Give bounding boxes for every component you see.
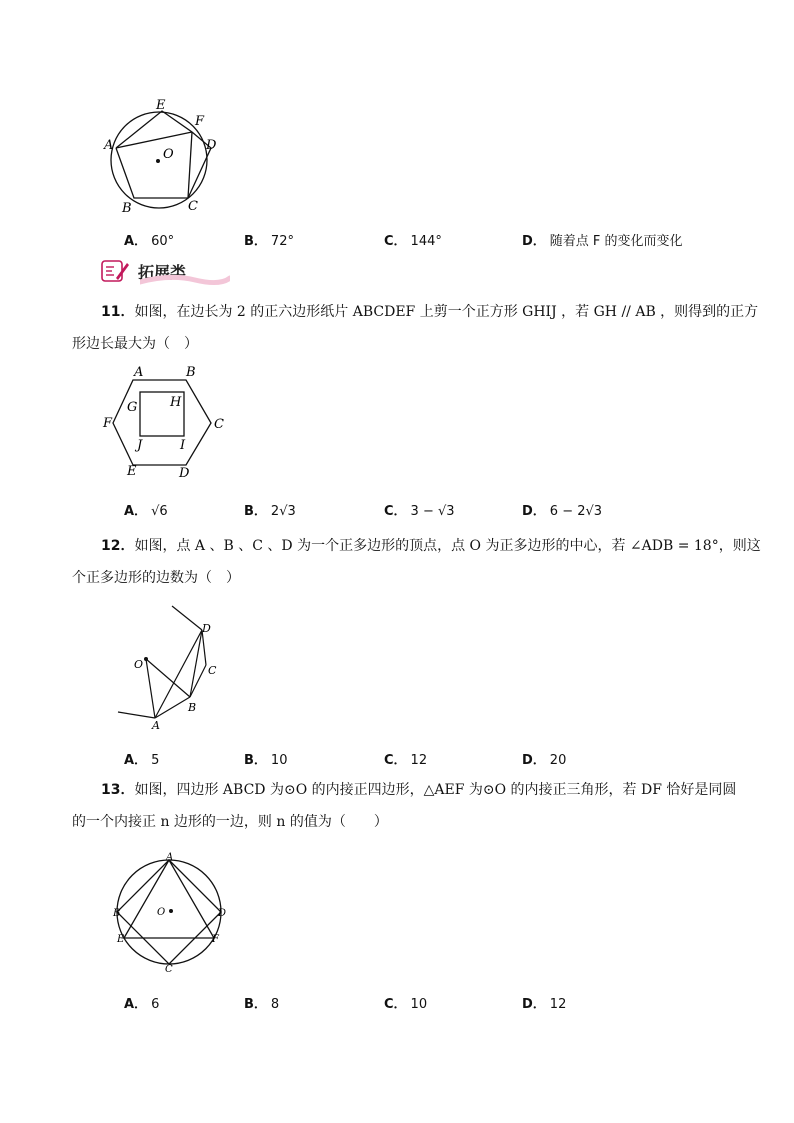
section-title: 拓展类 <box>138 262 187 282</box>
option-value: 12 <box>410 753 428 768</box>
option-letter: A． <box>124 753 148 768</box>
option-letter: B． <box>244 753 267 768</box>
q12-option-a <box>124 749 159 768</box>
q11-stem-line1 <box>101 302 758 322</box>
q13-option-c <box>384 993 427 1012</box>
q13-stem-line1 <box>101 780 736 800</box>
polygon-edge-top <box>172 606 202 630</box>
q13-stem-line2 <box>72 812 388 832</box>
stem-text: 如图，在边长为 2 的正六边形纸片 ABCDEF 上剪一个正方形 GHIJ ，若 GH // AB ，则得到的正方 <box>134 304 759 320</box>
q10-option-b <box>244 230 294 249</box>
question-number: 11． <box>101 304 135 320</box>
option-value: 2√3 <box>270 504 296 519</box>
label-a: A <box>152 719 160 732</box>
figure-q11-hexagon-square <box>100 360 230 482</box>
q11-option-c <box>384 500 455 519</box>
label-d: D <box>206 138 217 153</box>
option-value: 5 <box>151 753 160 768</box>
q11-stem-line2 <box>72 334 198 354</box>
option-letter: D． <box>522 234 546 249</box>
segment-a-f <box>116 132 192 148</box>
label-a: A <box>134 365 144 380</box>
option-value: √6 <box>151 504 168 519</box>
q12-stem-line2 <box>72 568 240 588</box>
option-letter: C． <box>384 504 407 519</box>
segment-f-c <box>188 132 192 198</box>
option-letter: B． <box>244 997 267 1012</box>
stem-text: 个正多边形的边数为（ ） <box>72 570 240 586</box>
option-value: 60° <box>151 234 175 249</box>
label-i: I <box>180 438 186 453</box>
center-point <box>156 159 160 163</box>
stem-text: 如图，点 A 、B 、C 、D 为一个正多边形的顶点，点 O 为正多边形的中心，若 ∠ADB = 18°，则这 <box>134 538 761 554</box>
label-e: E <box>127 464 137 479</box>
center-point <box>144 657 148 661</box>
label-c: C <box>214 417 224 432</box>
label-a: A <box>104 138 114 153</box>
banner-swoosh <box>140 274 230 286</box>
q12-option-b <box>244 749 287 768</box>
option-letter: C． <box>384 997 407 1012</box>
q12-stem-line1 <box>101 536 761 556</box>
label-b: B <box>186 365 196 380</box>
option-value: 72° <box>270 234 294 249</box>
stem-text: 如图，四边形 ABCD 为⊙O 的内接正四边形，△AEF 为⊙O 的内接正三角形，若 DF 恰好是同圆 <box>134 782 737 798</box>
option-letter: A． <box>124 504 148 519</box>
figure-q13-circle-square-triangle <box>105 848 235 978</box>
section-banner <box>100 256 230 286</box>
label-d: D <box>179 466 190 481</box>
q13-option-a <box>124 993 159 1012</box>
label-o: O <box>134 658 144 671</box>
label-f: F <box>212 934 219 945</box>
label-f: F <box>103 416 113 431</box>
q13-option-d <box>522 993 566 1012</box>
q11-option-b <box>244 500 296 519</box>
option-value: 20 <box>549 753 567 768</box>
label-c: C <box>165 964 173 975</box>
option-value: 144° <box>410 234 442 249</box>
label-j: J <box>137 438 143 453</box>
option-value: 10 <box>270 753 288 768</box>
label-d: D <box>202 622 211 635</box>
option-value: 3 − √3 <box>410 504 455 519</box>
label-c: C <box>208 664 217 677</box>
option-value: 随着点 F 的变化而变化 <box>549 234 683 249</box>
label-b: B <box>188 701 197 714</box>
q13-option-b <box>244 993 279 1012</box>
label-a: A <box>166 852 174 863</box>
option-letter: A． <box>124 234 148 249</box>
label-e: E <box>156 98 166 113</box>
inscribed-triangle <box>124 860 214 938</box>
question-number: 12． <box>101 538 135 554</box>
label-h: H <box>170 395 182 410</box>
q10-option-d <box>522 230 683 249</box>
circle <box>117 860 221 964</box>
option-letter: C． <box>384 753 407 768</box>
q12-option-c <box>384 749 427 768</box>
scroll-pen-icon <box>100 258 130 284</box>
polygon-edge-cd <box>202 630 206 665</box>
question-number: 13． <box>101 782 135 798</box>
option-letter: D． <box>522 753 546 768</box>
stem-text: 形边长最大为（ ） <box>72 336 198 352</box>
option-letter: B． <box>244 504 267 519</box>
option-letter: D． <box>522 997 546 1012</box>
label-f: F <box>195 114 205 129</box>
option-letter: A． <box>124 997 148 1012</box>
segment-o-a <box>146 659 155 718</box>
option-value: 6 − 2√3 <box>549 504 603 519</box>
option-value: 12 <box>549 997 567 1012</box>
label-o: O <box>163 147 174 162</box>
option-letter: D． <box>522 504 546 519</box>
label-d: D <box>218 908 227 919</box>
q10-option-c <box>384 230 442 249</box>
option-value: 10 <box>410 997 428 1012</box>
label-b: B <box>113 908 121 919</box>
label-o: O <box>157 907 166 918</box>
polygon-edge-left <box>118 712 155 718</box>
center-point <box>169 909 173 913</box>
q11-option-a <box>124 500 168 519</box>
option-letter: C． <box>384 234 407 249</box>
figure-q10-circle-pentagon <box>100 95 230 220</box>
label-g: G <box>127 400 138 415</box>
option-letter: B． <box>244 234 267 249</box>
stem-text: 的一个内接正 n 边形的一边，则 n 的值为（ ） <box>72 814 388 830</box>
option-value: 8 <box>270 997 280 1012</box>
option-value: 6 <box>151 997 160 1012</box>
q11-option-d <box>522 500 602 519</box>
figure-q12-polygon-vertices <box>110 600 240 735</box>
label-b: B <box>122 201 132 216</box>
label-c: C <box>188 199 198 214</box>
hexagon <box>113 380 211 465</box>
q12-option-d <box>522 749 566 768</box>
q10-option-a <box>124 230 174 249</box>
label-e: E <box>117 934 125 945</box>
